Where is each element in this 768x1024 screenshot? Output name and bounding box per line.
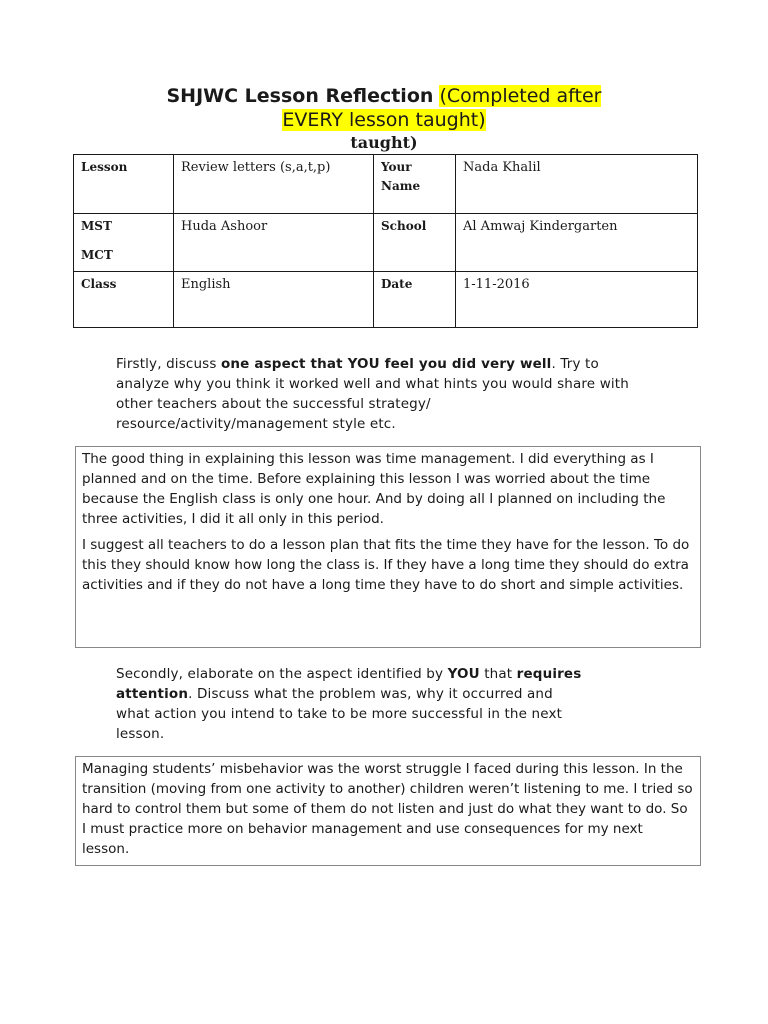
prompt2-text-c: . Discuss what the problem was, why it occurred and what action you intend to take to be more successful in the next lesson. bbox=[116, 686, 563, 742]
class-label: Class bbox=[74, 272, 174, 328]
lesson-info-table bbox=[73, 154, 698, 328]
your-name-value: Nada Khalil bbox=[456, 155, 698, 214]
your-name-label bbox=[374, 155, 456, 214]
table-row bbox=[74, 272, 698, 328]
lesson-value: Review letters (s,a,t,p) bbox=[174, 155, 374, 214]
title-main: SHJWC Lesson Reflection bbox=[166, 85, 434, 107]
title-highlight-1: (Completed after bbox=[439, 85, 602, 107]
class-value: English bbox=[174, 272, 374, 328]
prompt2-text-a: Secondly, elaborate on the aspect identified by bbox=[116, 666, 448, 682]
answer-box-requires-attention[interactable] bbox=[75, 756, 701, 866]
mst-value: Huda Ashoor bbox=[174, 214, 374, 272]
answer1-paragraph-1: The good thing in explaining this lesson was time management. I did everything as I planned and on the time. Before explaining this lesson I was worried about the time because the English class is only one hour. And by doing all I planned on including the three activities, I did it all only in this period. bbox=[82, 451, 666, 527]
title-line-2 bbox=[0, 108, 768, 132]
title-line-3: taught) bbox=[350, 133, 418, 152]
prompt2-text-b: that bbox=[479, 666, 517, 682]
title-line-1 bbox=[0, 84, 768, 108]
lesson-label: Lesson bbox=[74, 155, 174, 214]
prompt-requires-attention bbox=[116, 664, 586, 744]
mst-label: MST bbox=[81, 219, 112, 233]
title-highlight-2: EVERY lesson taught) bbox=[282, 109, 486, 131]
prompt1-text-a: Firstly, discuss bbox=[116, 356, 221, 372]
prompt1-text-b: . Try to analyze why you think it worked well and what hints you would share with other teachers about the successful strategy/ resource/activity/management style etc. bbox=[116, 356, 629, 432]
answer1-paragraph-2: I suggest all teachers to do a lesson plan that fits the time they have for the lesson. To do this they should know how long the class is. If they have a long time they should do extra activities and if they do not have a long time they have to do short and simple activities. bbox=[82, 537, 690, 593]
document-title bbox=[0, 84, 768, 153]
mct-label: MCT bbox=[81, 248, 113, 262]
date-label: Date bbox=[374, 272, 456, 328]
answer2-paragraph-1: Managing students’ misbehavior was the worst struggle I faced during this lesson. In the transition (moving from one activity to another) children weren’t listening to me. I tried so hard to control them but some of them do not listen and just do what they want to do. So I must practice more on behavior management and use consequences for my next lesson. bbox=[82, 761, 693, 857]
answer-box-well-done[interactable] bbox=[75, 446, 701, 648]
your-name-label-line2: Name bbox=[381, 179, 421, 193]
mst-mct-label bbox=[74, 214, 174, 272]
prompt1-bold: one aspect that YOU feel you did very well bbox=[220, 356, 552, 372]
school-label: School bbox=[374, 214, 456, 272]
date-value: 1-11-2016 bbox=[456, 272, 698, 328]
table-row bbox=[74, 214, 698, 272]
prompt2-bold-2: requires attention bbox=[116, 666, 582, 702]
school-value: Al Amwaj Kindergarten bbox=[456, 214, 698, 272]
your-name-label-line1: Your bbox=[381, 160, 412, 174]
prompt2-bold-1: YOU bbox=[447, 666, 480, 682]
prompt-well-done bbox=[116, 354, 636, 434]
table-row bbox=[74, 155, 698, 214]
